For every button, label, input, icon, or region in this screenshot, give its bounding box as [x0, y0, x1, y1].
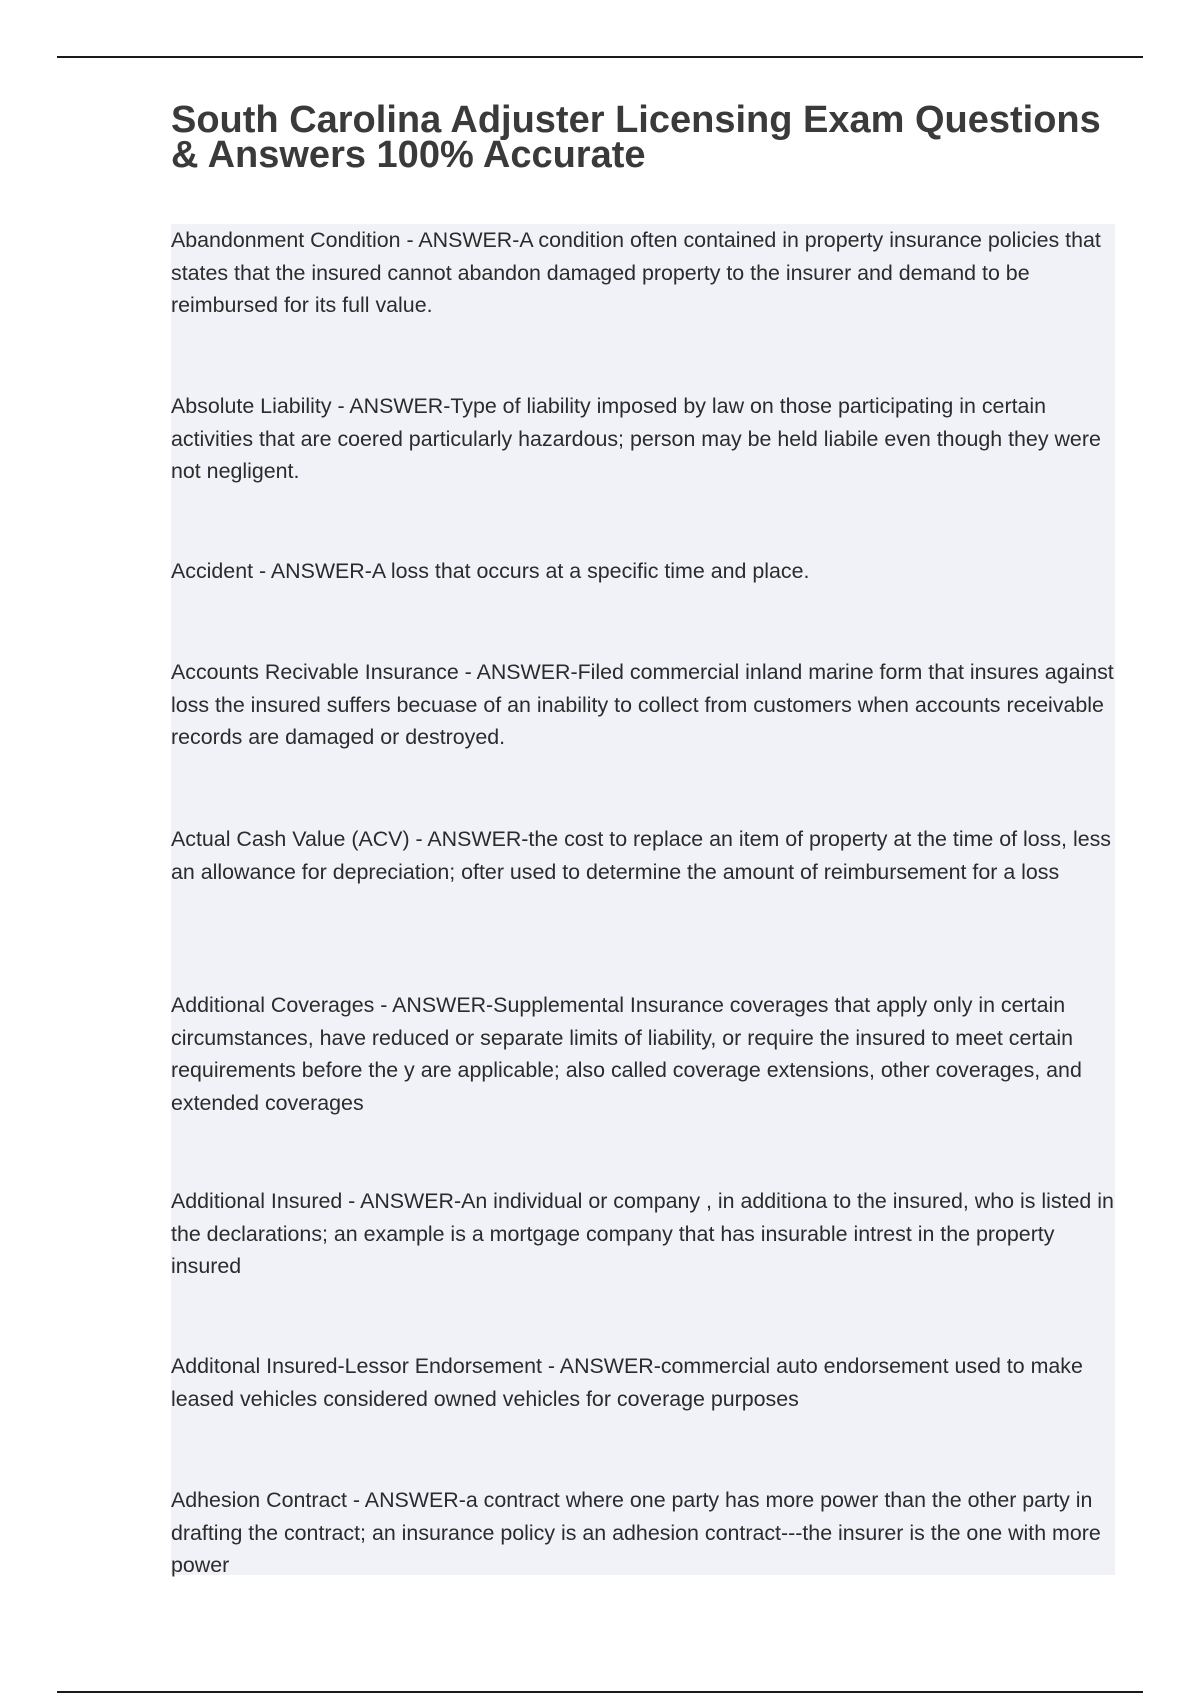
- bottom-divider: [57, 1691, 1143, 1693]
- qa-list: [171, 224, 1115, 1575]
- top-divider: [57, 56, 1143, 58]
- qa-entry: Accounts Recivable Insurance - ANSWER-Filed commercial inland marine form that insures against loss the insured suffers becuase of an inability to collect from customers when accounts receivable records are damaged or destroyed.: [171, 660, 1114, 749]
- qa-entry: Abandonment Condition - ANSWER-A condition often contained in property insurance policies that states that the insured cannot abandon damaged property to the insurer and demand to be reimbursed for its full value.: [171, 228, 1101, 317]
- qa-entry: Additional Insured - ANSWER-An individual or company , in additiona to the insured, who is listed in the declarations; an example is a mortgage company that has insurable intrest in the property insured: [171, 1189, 1114, 1278]
- qa-entry: Adhesion Contract - ANSWER-a contract where one party has more power than the other party in drafting the contract; an insurance policy is an adhesion contract---the insurer is the one with more power: [171, 1488, 1101, 1577]
- qa-entry: Additional Coverages - ANSWER-Supplemental Insurance coverages that apply only in certain circumstances, have reduced or separate limits of liability, or require the insured to meet certain requirements before the y are applicable; also called coverage extensions, other coverages, and extended coverages: [171, 993, 1082, 1115]
- qa-entry: Absolute Liability - ANSWER-Type of liability imposed by law on those participating in certain activities that are coered particularly hazardous; person may be held liabile even though they were not negligent.: [171, 394, 1101, 483]
- qa-entry: Actual Cash Value (ACV) - ANSWER-the cost to replace an item of property at the time of loss, less an allowance for depreciation; ofter used to determine the amount of reimbursement for a loss: [171, 827, 1111, 884]
- document-title: South Carolina Adjuster Licensing Exam Questions & Answers 100% Accurate: [171, 99, 1101, 176]
- qa-entry: Accident - ANSWER-A loss that occurs at a specific time and place.: [171, 559, 810, 583]
- qa-entry: Additonal Insured-Lessor Endorsement - ANSWER-commercial auto endorsement used to make leased vehicles considered owned vehicles for coverage purposes: [171, 1354, 1083, 1411]
